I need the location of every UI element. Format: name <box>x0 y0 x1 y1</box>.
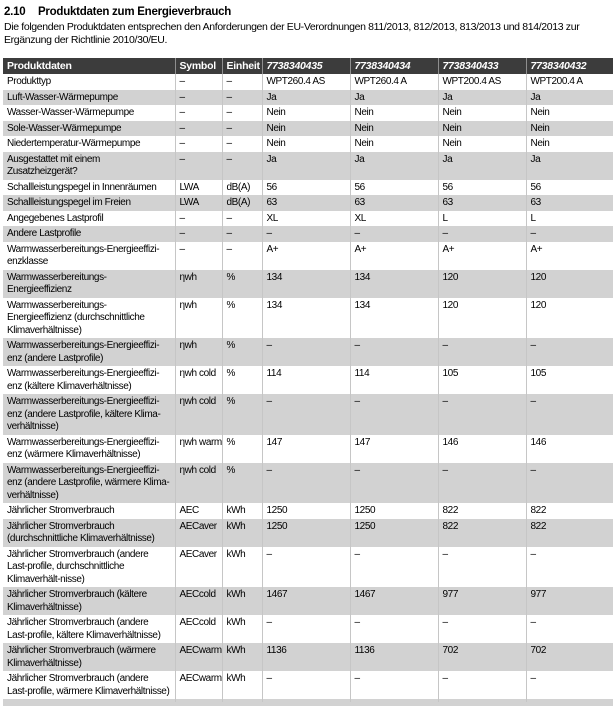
row-label: Warmwasserbereitungs-Energieeffizi-enzklasse <box>7 243 160 267</box>
symbol-cell: AECaver <box>175 519 222 547</box>
value-cell: Ja <box>526 90 613 106</box>
value-cell: 822 <box>438 519 526 547</box>
column-header-produktdaten: Produktdaten <box>3 58 175 74</box>
cutoff-cell <box>175 699 222 704</box>
column-header-model-2: 7738340434 <box>350 58 438 74</box>
unit-cell: – <box>222 136 262 152</box>
unit-cell: kWh <box>222 643 262 671</box>
unit-cell: % <box>222 366 262 394</box>
value-cell: A+ <box>262 242 350 270</box>
symbol-cell: AECcold <box>175 587 222 615</box>
value-cell: 702 <box>526 643 613 671</box>
column-header-model-4: 7738340432 <box>526 58 613 74</box>
value-cell: Ja <box>262 90 350 106</box>
row-label: Jährlicher Stromverbrauch <box>7 505 115 516</box>
cutoff-cell <box>526 699 613 704</box>
value-cell: – <box>350 547 438 588</box>
row-label: Sole-Wasser-Wärmepumpe <box>7 122 122 134</box>
symbol-cell: LWA <box>175 195 222 211</box>
unit-cell: % <box>222 463 262 504</box>
unit-cell: % <box>222 435 262 463</box>
value-cell: – <box>262 671 350 699</box>
value-cell: Nein <box>526 136 613 152</box>
unit-cell: – <box>222 121 262 137</box>
column-header-model-3: 7738340433 <box>438 58 526 74</box>
table-row <box>3 211 613 227</box>
row-label: Jährlicher Stromverbrauch (kältere Klimaverhältnisse) <box>7 589 147 613</box>
unit-cell: kWh <box>222 519 262 547</box>
value-cell: 105 <box>526 366 613 394</box>
value-cell: WPT200.4 A <box>526 74 613 90</box>
row-label: Warmwasserbereitungs-Energieeffizienz <box>7 271 107 295</box>
value-cell: – <box>350 338 438 366</box>
value-cell: 56 <box>438 180 526 196</box>
symbol-cell: – <box>175 74 222 90</box>
value-cell: 134 <box>262 298 350 339</box>
value-cell: 146 <box>526 435 613 463</box>
row-label: Jährlicher Stromverbrauch (andere Last-profile, durchschnittliche Klimaverhält-nisse) <box>7 548 149 585</box>
value-cell: – <box>350 671 438 699</box>
value-cell: 134 <box>350 270 438 298</box>
value-cell: Nein <box>350 121 438 137</box>
symbol-cell: ηwh warm <box>175 435 222 463</box>
table-row <box>3 435 613 463</box>
row-label: Warmwasserbereitungs-Energieeffizi-enz (andere Lastprofile, kältere Klima-verhältnisse) <box>7 396 161 432</box>
value-cell: 63 <box>350 195 438 211</box>
unit-cell: kWh <box>222 547 262 588</box>
unit-cell: kWh <box>222 615 262 643</box>
value-cell: Nein <box>438 136 526 152</box>
value-cell: – <box>438 226 526 242</box>
symbol-cell: ηwh <box>175 338 222 366</box>
value-cell: 63 <box>526 195 613 211</box>
value-cell: 822 <box>526 519 613 547</box>
value-cell: 105 <box>438 366 526 394</box>
value-cell: – <box>526 547 613 588</box>
value-cell: 120 <box>438 298 526 339</box>
value-cell: – <box>350 463 438 504</box>
value-cell: – <box>262 547 350 588</box>
unit-cell: – <box>222 90 262 106</box>
value-cell: – <box>262 394 350 435</box>
intro-paragraph: Die folgenden Produktdaten entsprechen den Anforderungen der EU-Verordnungen 811/2013, 812/2013, 813/2013 und 814/2013 zur Ergänzung der Richtlinie 2010/30/EU. <box>4 21 580 46</box>
table-header-row <box>3 58 613 74</box>
value-cell: L <box>526 211 613 227</box>
value-cell: 1136 <box>262 643 350 671</box>
row-label: Warmwasserbereitungs-Energieeffizi-enz (kältere Klimaverhältnisse) <box>7 368 160 392</box>
table-row <box>3 270 613 298</box>
symbol-cell: AECcold <box>175 615 222 643</box>
unit-cell: % <box>222 338 262 366</box>
value-cell: – <box>438 394 526 435</box>
table-row <box>3 643 613 671</box>
unit-cell: % <box>222 298 262 339</box>
row-label: Schallleistungspegel in Innenräumen <box>7 181 157 193</box>
value-cell: – <box>526 338 613 366</box>
value-cell: A+ <box>438 242 526 270</box>
symbol-cell: – <box>175 90 222 106</box>
value-cell: 1136 <box>350 643 438 671</box>
symbol-cell: ηwh cold <box>175 463 222 504</box>
value-cell: – <box>262 615 350 643</box>
section-heading <box>4 6 612 18</box>
row-label: Luft-Wasser-Wärmepumpe <box>7 91 118 103</box>
value-cell: Nein <box>262 105 350 121</box>
symbol-cell: AECaver <box>175 547 222 588</box>
value-cell: – <box>350 615 438 643</box>
table-row <box>3 105 613 121</box>
cutoff-cell <box>438 699 526 704</box>
table-row <box>3 298 613 339</box>
value-cell: 1250 <box>262 519 350 547</box>
table-row <box>3 519 613 547</box>
value-cell: 120 <box>526 270 613 298</box>
value-cell: 1250 <box>350 503 438 519</box>
table-row <box>3 226 613 242</box>
table-row <box>3 74 613 90</box>
cutoff-cell <box>222 699 262 704</box>
value-cell: – <box>438 338 526 366</box>
table-row <box>3 394 613 435</box>
cutoff-row <box>3 699 613 704</box>
symbol-cell: ηwh cold <box>175 394 222 435</box>
column-header-symbol: Symbol <box>175 58 222 74</box>
value-cell: Ja <box>350 152 438 180</box>
row-label: Warmwasserbereitungs-Energieeffizi-enz (andere Lastprofile, wärmere Klima-verhältnisse) <box>7 464 170 501</box>
table-row <box>3 90 613 106</box>
table-row <box>3 338 613 366</box>
row-label: Warmwasserbereitungs-Energieeffizi-enz (wärmere Klimaverhältnisse) <box>7 436 160 460</box>
symbol-cell: ηwh cold <box>175 366 222 394</box>
value-cell: 147 <box>350 435 438 463</box>
value-cell: Ja <box>438 90 526 106</box>
value-cell: L <box>438 211 526 227</box>
value-cell: 114 <box>350 366 438 394</box>
value-cell: – <box>526 394 613 435</box>
value-cell: Ja <box>526 152 613 180</box>
value-cell: – <box>350 226 438 242</box>
value-cell: Ja <box>350 90 438 106</box>
table-row <box>3 463 613 504</box>
symbol-cell: – <box>175 105 222 121</box>
symbol-cell: AEC <box>175 503 222 519</box>
cutoff-cell <box>350 699 438 704</box>
row-label: Jährlicher Stromverbrauch (andere Last-profile, wärmere Klimaverhältnisse) <box>7 673 170 697</box>
unit-cell: dB(A) <box>222 180 262 196</box>
value-cell: 1467 <box>350 587 438 615</box>
value-cell: 56 <box>350 180 438 196</box>
table-row <box>3 503 613 519</box>
table-row <box>3 152 613 180</box>
page-title: Produktdaten zum Energieverbrauch <box>38 6 232 18</box>
table-row <box>3 547 613 588</box>
symbol-cell: – <box>175 242 222 270</box>
row-label: Jährlicher Stromverbrauch (wärmere Klimaverhältnisse) <box>7 645 156 669</box>
value-cell: – <box>526 463 613 504</box>
value-cell: WPT260.4 AS <box>262 74 350 90</box>
value-cell: – <box>438 671 526 699</box>
unit-cell: % <box>222 394 262 435</box>
value-cell: Nein <box>262 121 350 137</box>
value-cell: – <box>262 226 350 242</box>
table-row <box>3 195 613 211</box>
value-cell: – <box>262 463 350 504</box>
value-cell: 1467 <box>262 587 350 615</box>
table-row <box>3 136 613 152</box>
value-cell: – <box>526 671 613 699</box>
row-label: Jährlicher Stromverbrauch (andere Last-profile, kältere Klimaverhältnisse) <box>7 617 161 641</box>
value-cell: 120 <box>526 298 613 339</box>
symbol-cell: AECwarm <box>175 643 222 671</box>
table-row <box>3 121 613 137</box>
value-cell: – <box>438 547 526 588</box>
section-number: 2.10 <box>4 6 26 18</box>
row-label: Warmwasserbereitungs-Energieeffizi-enz (andere Lastprofile) <box>7 340 160 364</box>
value-cell: 977 <box>438 587 526 615</box>
table-row <box>3 587 613 615</box>
column-header-model-1: 7738340435 <box>262 58 350 74</box>
value-cell: – <box>526 226 613 242</box>
unit-cell: – <box>222 226 262 242</box>
symbol-cell: ηwh <box>175 298 222 339</box>
row-label: Ausgestattet mit einem Zusatzheizgerät? <box>7 153 100 177</box>
value-cell: Nein <box>526 121 613 137</box>
value-cell: 63 <box>438 195 526 211</box>
value-cell: 822 <box>438 503 526 519</box>
value-cell: Nein <box>438 121 526 137</box>
value-cell: XL <box>350 211 438 227</box>
unit-cell: kWh <box>222 503 262 519</box>
value-cell: A+ <box>350 242 438 270</box>
value-cell: 1250 <box>350 519 438 547</box>
value-cell: Ja <box>262 152 350 180</box>
value-cell: – <box>350 394 438 435</box>
value-cell: – <box>262 338 350 366</box>
value-cell: 822 <box>526 503 613 519</box>
value-cell: 114 <box>262 366 350 394</box>
row-label: Warmwasserbereitungs-Energieeffizienz (durchschnittliche Klimaverhältnisse) <box>7 299 145 336</box>
row-label: Andere Lastprofile <box>7 228 81 239</box>
value-cell: – <box>438 463 526 504</box>
symbol-cell: – <box>175 226 222 242</box>
row-label: Produkttyp <box>7 76 51 87</box>
table-row <box>3 366 613 394</box>
value-cell: Ja <box>438 152 526 180</box>
symbol-cell: – <box>175 152 222 180</box>
table-row <box>3 242 613 270</box>
value-cell: 56 <box>262 180 350 196</box>
value-cell: 134 <box>350 298 438 339</box>
row-label: Schallleistungspegel im Freien <box>7 197 131 208</box>
row-label: Wasser-Wasser-Wärmepumpe <box>7 107 134 118</box>
value-cell: Nein <box>262 136 350 152</box>
symbol-cell: – <box>175 121 222 137</box>
value-cell: – <box>526 615 613 643</box>
value-cell: 134 <box>262 270 350 298</box>
unit-cell: kWh <box>222 587 262 615</box>
value-cell: 1250 <box>262 503 350 519</box>
value-cell: 147 <box>262 435 350 463</box>
table-header <box>3 58 613 74</box>
value-cell: 120 <box>438 270 526 298</box>
cutoff-cell <box>262 699 350 704</box>
value-cell: A+ <box>526 242 613 270</box>
value-cell: – <box>438 615 526 643</box>
value-cell: 63 <box>262 195 350 211</box>
table-body <box>3 74 613 704</box>
value-cell: 56 <box>526 180 613 196</box>
symbol-cell: – <box>175 211 222 227</box>
unit-cell: – <box>222 211 262 227</box>
column-header-einheit: Einheit <box>222 58 262 74</box>
value-cell: 702 <box>438 643 526 671</box>
unit-cell: dB(A) <box>222 195 262 211</box>
row-label: Angegebenes Lastprofil <box>7 212 104 224</box>
value-cell: Nein <box>526 105 613 121</box>
value-cell: Nein <box>438 105 526 121</box>
value-cell: 146 <box>438 435 526 463</box>
value-cell: XL <box>262 211 350 227</box>
value-cell: 977 <box>526 587 613 615</box>
value-cell: Nein <box>350 136 438 152</box>
table-row <box>3 180 613 196</box>
unit-cell: – <box>222 242 262 270</box>
value-cell: WPT260.4 A <box>350 74 438 90</box>
symbol-cell: – <box>175 136 222 152</box>
row-label: Jährlicher Stromverbrauch (durchschnittliche Klimaverhältnisse) <box>7 520 155 544</box>
symbol-cell: AECwarm <box>175 671 222 699</box>
unit-cell: – <box>222 74 262 90</box>
unit-cell: – <box>222 105 262 121</box>
unit-cell: % <box>222 270 262 298</box>
table-row <box>3 671 613 699</box>
symbol-cell: ηwh <box>175 270 222 298</box>
unit-cell: – <box>222 152 262 180</box>
symbol-cell: LWA <box>175 180 222 196</box>
product-data-table <box>3 58 613 706</box>
table-row <box>3 615 613 643</box>
value-cell: Nein <box>350 105 438 121</box>
row-label: Niedertemperatur-Wärmepumpe <box>7 138 141 149</box>
unit-cell: kWh <box>222 671 262 699</box>
value-cell: WPT200.4 AS <box>438 74 526 90</box>
cutoff-cell <box>3 699 175 704</box>
